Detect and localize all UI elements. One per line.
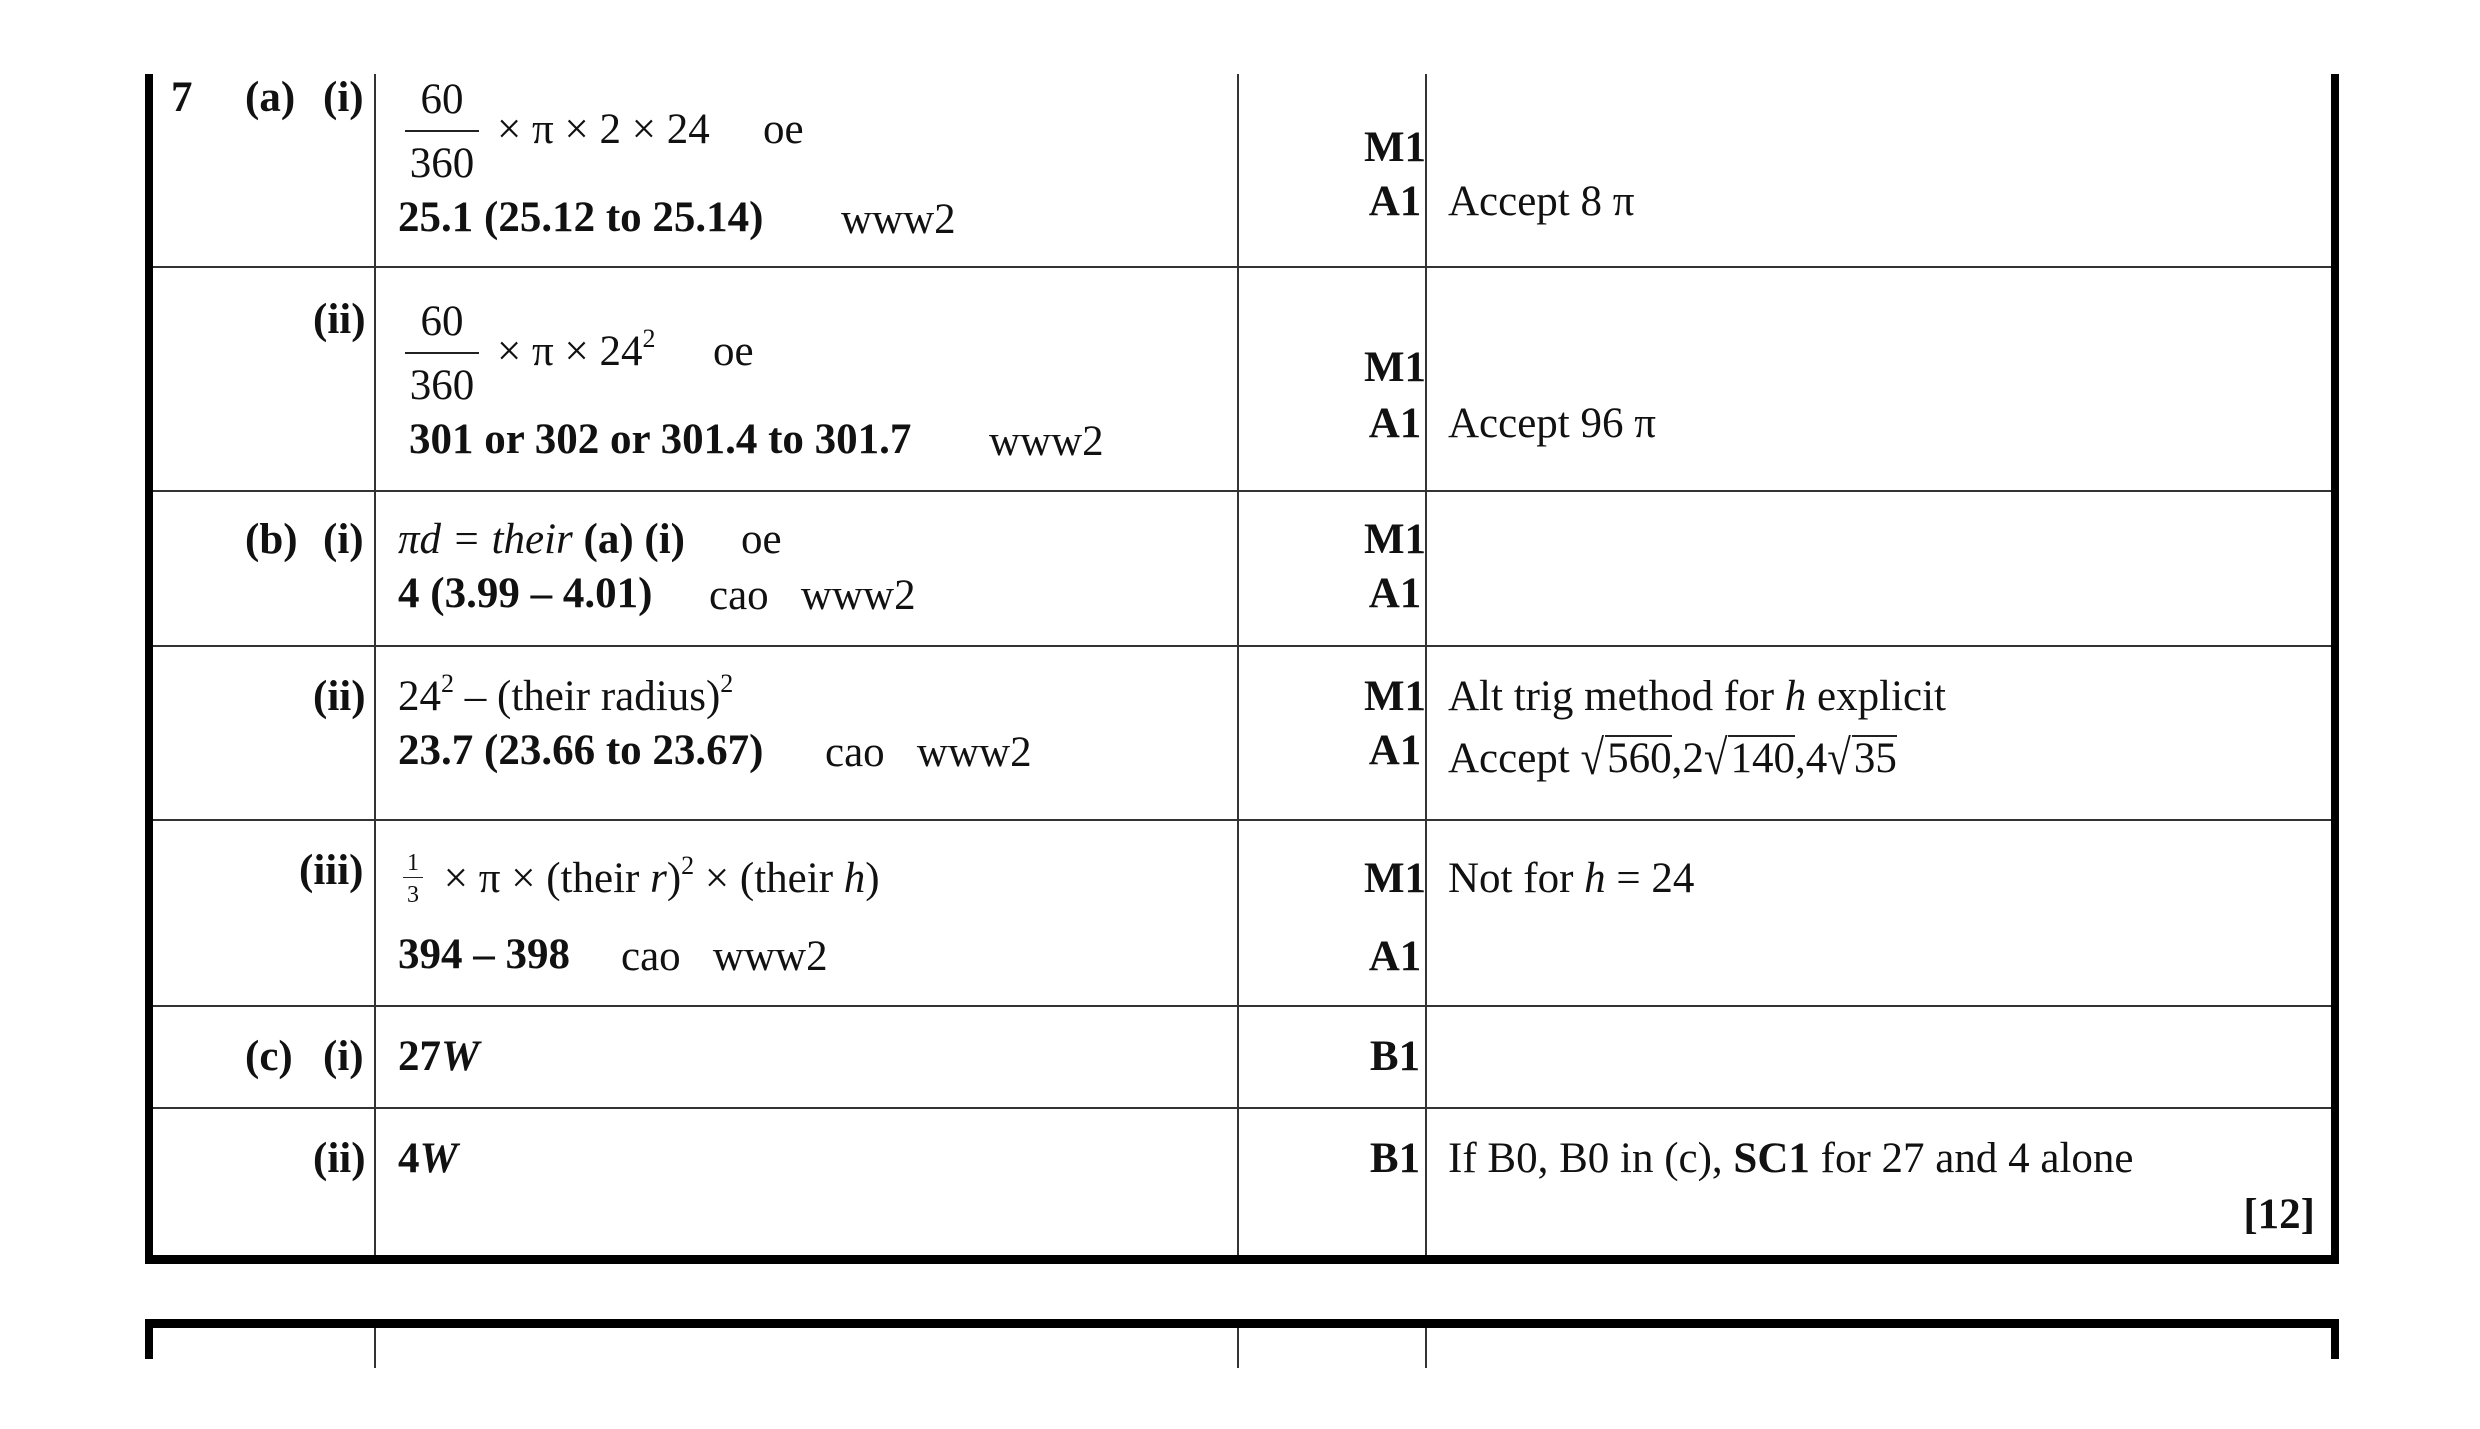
- answer-tag: www2: [989, 418, 1104, 465]
- answer-text: 4W: [398, 1135, 458, 1182]
- subpart-label: (i): [323, 1033, 364, 1080]
- answer-tag: cao www2: [709, 572, 916, 619]
- subpart-label: (i): [323, 516, 364, 563]
- column-divider-part: [374, 1328, 376, 1368]
- working-text: πd = their (a) (i): [398, 516, 686, 563]
- answer-tag: www2: [841, 196, 956, 243]
- mark-m1: M1: [1363, 855, 1427, 902]
- table-row: [153, 645, 2331, 821]
- table-row: [153, 74, 2331, 268]
- answer-text: 301 or 302 or 301.4 to 301.7: [409, 416, 912, 463]
- guidance-text: If B0, B0 in (c), SC1 for 27 and 4 alone: [1448, 1135, 2134, 1182]
- table-row: [153, 490, 2331, 647]
- oe-tag: oe: [741, 516, 782, 563]
- working-text: × π × (their r)$^2$ × (their h): [433, 851, 880, 902]
- mark-m1: M1: [1363, 344, 1427, 391]
- fraction-one-third: [403, 851, 423, 907]
- fraction: [405, 76, 479, 187]
- answer-text: 27W: [398, 1033, 480, 1080]
- fraction-denominator: 3: [407, 882, 419, 908]
- guidance-text: Accept 96 π: [1448, 400, 1656, 447]
- subpart-label: (ii): [313, 296, 366, 343]
- mark-a1: A1: [1368, 727, 1422, 774]
- fraction-numerator: 1: [407, 850, 419, 876]
- part-label: (b): [245, 516, 298, 563]
- fraction-denominator: 360: [409, 362, 475, 409]
- subpart-label: (ii): [313, 1135, 366, 1182]
- guidance-line-1: Alt trig method for h explicit: [1448, 673, 1946, 720]
- column-divider-answer: [1237, 1328, 1239, 1368]
- fraction-numerator: 60: [420, 76, 464, 123]
- mark-b1: B1: [1369, 1135, 1421, 1182]
- working-text: × π × 2 × 24: [497, 106, 710, 153]
- working-text: $24^2$ – (their radius)$^2$: [398, 669, 734, 720]
- fraction-numerator: 60: [420, 298, 464, 345]
- question-number: 7: [171, 74, 193, 121]
- guidance-text: Accept 8 π: [1448, 178, 1635, 225]
- part-label: (a): [245, 74, 296, 121]
- mark-m1: M1: [1363, 673, 1427, 720]
- oe-tag: oe: [763, 106, 804, 153]
- fraction-denominator: 360: [409, 140, 475, 187]
- mark-a1: A1: [1368, 178, 1422, 225]
- fraction: [405, 298, 479, 409]
- column-divider-marks: [1425, 1328, 1427, 1368]
- subpart-label: (i): [323, 74, 364, 121]
- answer-text: 394 – 398: [398, 931, 570, 978]
- table-row: [153, 1107, 2331, 1257]
- answer-tag: cao www2: [825, 729, 1032, 776]
- mark-a1: A1: [1368, 400, 1422, 447]
- total-marks: [12]: [2243, 1191, 2315, 1238]
- answer-tag: cao www2: [621, 933, 828, 980]
- part-label: (c): [245, 1033, 293, 1080]
- mark-scheme-table: [145, 74, 2339, 1264]
- table-row: [153, 819, 2331, 1007]
- subpart-label: (iii): [299, 847, 364, 894]
- mark-b1: B1: [1369, 1033, 1421, 1080]
- mark-m1: M1: [1363, 124, 1427, 171]
- subpart-label: (ii): [313, 673, 366, 720]
- mark-a1: A1: [1368, 933, 1422, 980]
- guidance-text: Not for h = 24: [1448, 855, 1695, 902]
- mark-m1: M1: [1363, 516, 1427, 563]
- table-row: [153, 1005, 2331, 1109]
- working-text: × $\pi \times 24^2$: [497, 324, 656, 375]
- answer-text: 23.7 (23.66 to 23.67): [398, 727, 764, 774]
- answer-text: 25.1 (25.12 to 25.14): [398, 194, 764, 241]
- oe-tag: oe: [713, 328, 754, 375]
- mark-a1: A1: [1368, 570, 1422, 617]
- guidance-line-2: Accept √560,2√140,4√35: [1448, 731, 1897, 786]
- next-table-fragment: [145, 1319, 2339, 1359]
- table-row: [153, 266, 2331, 492]
- answer-text: 4 (3.99 – 4.01): [398, 570, 653, 617]
